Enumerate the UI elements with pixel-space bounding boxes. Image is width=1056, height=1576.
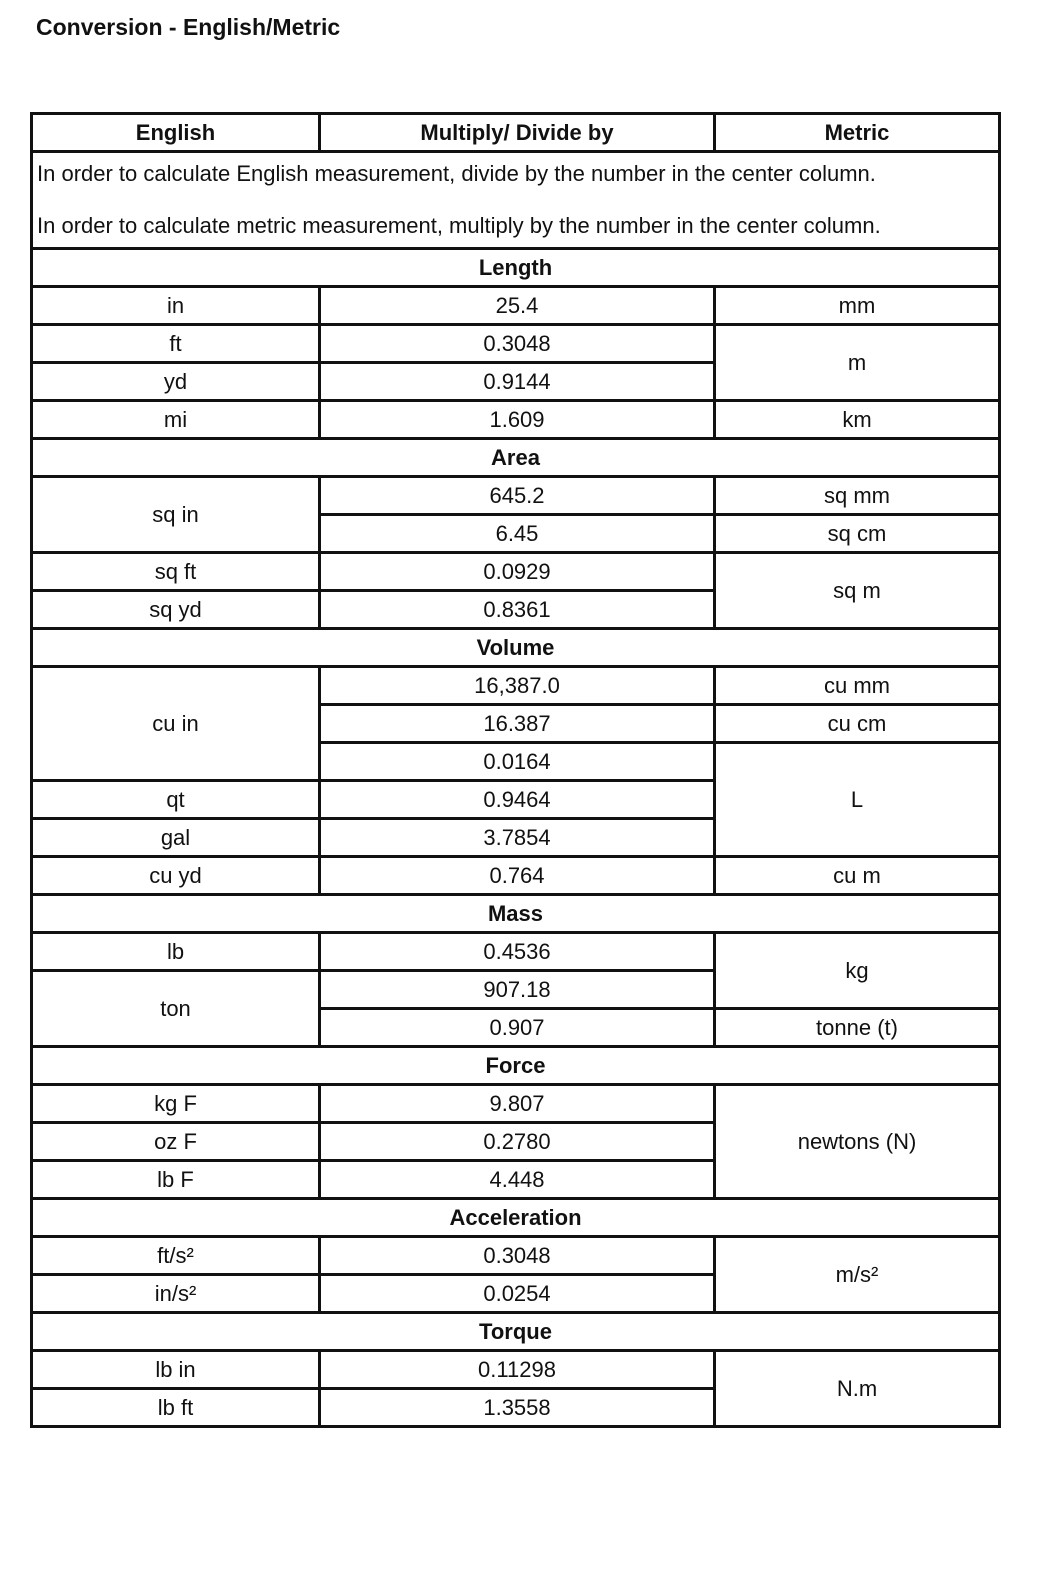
english-unit: yd <box>32 363 320 401</box>
factor-value: 3.7854 <box>320 819 715 857</box>
english-unit: ft/s² <box>32 1237 320 1275</box>
section-row-torque <box>32 1313 1000 1351</box>
metric-unit: L <box>715 743 1000 857</box>
metric-unit: km <box>715 401 1000 439</box>
factor-value: 4.448 <box>320 1161 715 1199</box>
table-row <box>32 667 1000 705</box>
document-title: Conversion - English/Metric <box>36 14 341 40</box>
factor-value: 0.4536 <box>320 933 715 971</box>
table-row <box>32 1237 1000 1275</box>
factor-value: 0.2780 <box>320 1123 715 1161</box>
factor-value: 0.9464 <box>320 781 715 819</box>
factor-value: 0.0929 <box>320 553 715 591</box>
english-unit: cu in <box>32 667 320 781</box>
section-label-volume: Volume <box>32 629 1000 667</box>
section-label-length: Length <box>32 249 1000 287</box>
metric-unit: m <box>715 325 1000 401</box>
english-unit: lb F <box>32 1161 320 1199</box>
factor-value: 16.387 <box>320 705 715 743</box>
section-row-area <box>32 439 1000 477</box>
table-row <box>32 857 1000 895</box>
section-row-force <box>32 1047 1000 1085</box>
factor-value: 0.9144 <box>320 363 715 401</box>
metric-unit: N.m <box>715 1351 1000 1427</box>
metric-unit: mm <box>715 287 1000 325</box>
metric-unit: newtons (N) <box>715 1085 1000 1199</box>
english-unit: sq ft <box>32 553 320 591</box>
section-row-length <box>32 249 1000 287</box>
factor-value: 25.4 <box>320 287 715 325</box>
english-unit: qt <box>32 781 320 819</box>
metric-unit: cu mm <box>715 667 1000 705</box>
factor-value: 6.45 <box>320 515 715 553</box>
factor-value: 0.0164 <box>320 743 715 781</box>
section-label-mass: Mass <box>32 895 1000 933</box>
section-row-volume <box>32 629 1000 667</box>
english-unit: lb ft <box>32 1389 320 1427</box>
factor-value: 1.3558 <box>320 1389 715 1427</box>
factor-value: 0.764 <box>320 857 715 895</box>
conversion-table <box>30 112 1001 1428</box>
instructions-cell <box>32 152 1000 249</box>
english-unit: ft <box>32 325 320 363</box>
header-english: English <box>32 114 320 152</box>
instructions-row <box>32 152 1000 249</box>
instruction-english: In order to calculate English measurement, divide by the number in the center column. <box>37 161 876 186</box>
metric-unit: sq mm <box>715 477 1000 515</box>
english-unit: gal <box>32 819 320 857</box>
metric-unit: tonne (t) <box>715 1009 1000 1047</box>
english-unit: in <box>32 287 320 325</box>
section-row-acceleration <box>32 1199 1000 1237</box>
table-row <box>32 477 1000 515</box>
section-row-mass <box>32 895 1000 933</box>
factor-value: 16,387.0 <box>320 667 715 705</box>
factor-value: 645.2 <box>320 477 715 515</box>
english-unit: sq yd <box>32 591 320 629</box>
english-unit: oz F <box>32 1123 320 1161</box>
english-unit: ton <box>32 971 320 1047</box>
instruction-metric: In order to calculate metric measurement, multiply by the number in the center column. <box>37 213 881 238</box>
section-label-torque: Torque <box>32 1313 1000 1351</box>
metric-unit: sq m <box>715 553 1000 629</box>
factor-value: 0.907 <box>320 1009 715 1047</box>
english-unit: in/s² <box>32 1275 320 1313</box>
table-header-row <box>32 114 1000 152</box>
section-label-acceleration: Acceleration <box>32 1199 1000 1237</box>
factor-value: 0.0254 <box>320 1275 715 1313</box>
metric-unit: cu m <box>715 857 1000 895</box>
table-row <box>32 401 1000 439</box>
table-row <box>32 933 1000 971</box>
table-row <box>32 325 1000 363</box>
english-unit: lb in <box>32 1351 320 1389</box>
metric-unit: sq cm <box>715 515 1000 553</box>
header-metric: Metric <box>715 114 1000 152</box>
factor-value: 907.18 <box>320 971 715 1009</box>
metric-unit: kg <box>715 933 1000 1009</box>
english-unit: mi <box>32 401 320 439</box>
section-label-force: Force <box>32 1047 1000 1085</box>
factor-value: 1.609 <box>320 401 715 439</box>
english-unit: lb <box>32 933 320 971</box>
english-unit: cu yd <box>32 857 320 895</box>
factor-value: 9.807 <box>320 1085 715 1123</box>
table-row <box>32 553 1000 591</box>
factor-value: 0.3048 <box>320 1237 715 1275</box>
table-row <box>32 1085 1000 1123</box>
table-row <box>32 287 1000 325</box>
header-factor: Multiply/ Divide by <box>320 114 715 152</box>
english-unit: sq in <box>32 477 320 553</box>
metric-unit: cu cm <box>715 705 1000 743</box>
table-row <box>32 1351 1000 1389</box>
factor-value: 0.11298 <box>320 1351 715 1389</box>
english-unit: kg F <box>32 1085 320 1123</box>
factor-value: 0.3048 <box>320 325 715 363</box>
metric-unit: m/s² <box>715 1237 1000 1313</box>
factor-value: 0.8361 <box>320 591 715 629</box>
section-label-area: Area <box>32 439 1000 477</box>
